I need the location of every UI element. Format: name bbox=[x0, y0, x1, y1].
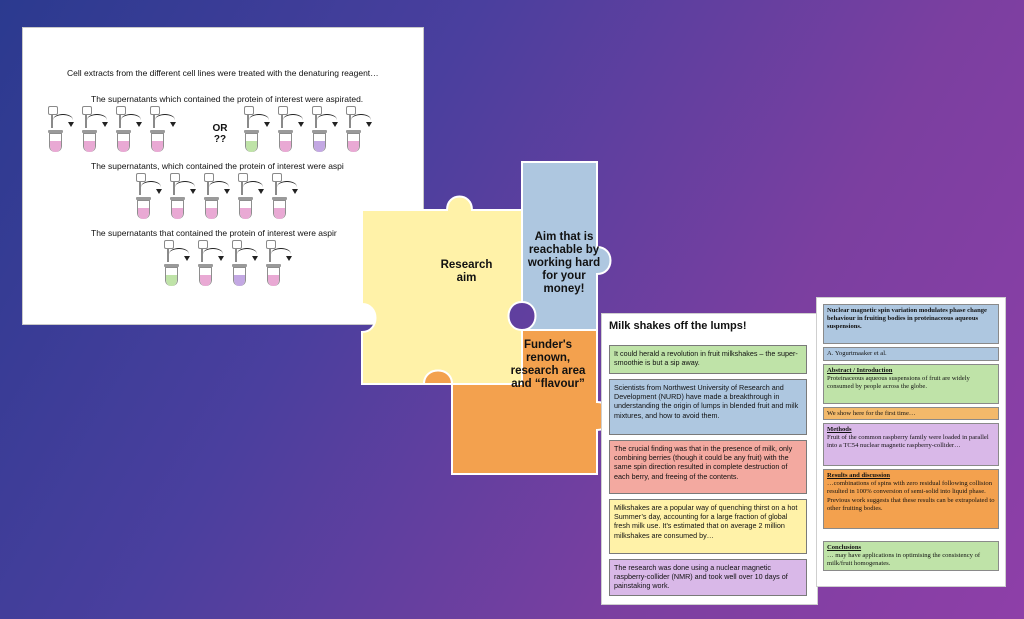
paper-section-heading: Methods bbox=[827, 426, 852, 433]
extract-line-3: The supernatants, which contained the protein of interest were aspi bbox=[91, 161, 344, 171]
tube bbox=[49, 130, 62, 152]
paper-section-text: … may have applications in optimising the consistency of milk/fruit homogenates. bbox=[827, 552, 981, 568]
paper-section-text: We show here for the first time… bbox=[827, 410, 916, 417]
tube bbox=[151, 130, 164, 152]
tube bbox=[273, 197, 286, 219]
tube bbox=[199, 264, 212, 286]
news-paragraph: Milkshakes are a popular way of quenching thirst on a hot Summer’s day, accounting for a large fraction of global fresh milk use. It’s estimated that on average 2 million milkshakes are consumed by… bbox=[609, 499, 807, 554]
paper-section-heading: Abstract / Introduction bbox=[827, 367, 893, 374]
paper-section-text: Proteinaceous aqueous suspensions of fruit are widely consumed by people across the globe. bbox=[827, 375, 970, 391]
extract-line-1: Cell extracts from the different cell lines were treated with the denaturing reagent… bbox=[67, 68, 379, 78]
puzzle-label-funder-renown: Funder's renown, research area and “flavour” bbox=[510, 339, 586, 390]
news-paragraph: Scientists from Northwest University of Research and Development (NURD) have made a breakthrough in understanding the origin of lumps in blended fruit and milk mixtures, and how to avoid them. bbox=[609, 379, 807, 435]
paper-title: Nuclear magnetic spin variation modulates phase change behaviour in fruiting bodies in proteinaceous aqueous suspensions. bbox=[823, 304, 999, 344]
tube bbox=[245, 130, 258, 152]
tube bbox=[267, 264, 280, 286]
tube bbox=[171, 197, 184, 219]
paper-section-results bbox=[823, 469, 999, 529]
paper-section-methods bbox=[823, 423, 999, 466]
tube bbox=[313, 130, 326, 152]
tube bbox=[347, 130, 360, 152]
paper-section-abstract bbox=[823, 364, 999, 404]
or-question-label: OR ?? bbox=[212, 123, 228, 145]
tube bbox=[279, 130, 292, 152]
paper-authors: A. Yogurtmaaker et al. bbox=[823, 347, 999, 361]
tube bbox=[83, 130, 96, 152]
paper-section-text: …combinations of spins with zero residual following collision resulted in 100% conversion of semi-solid into liquid phase. Previous work suggests that these results can be extrapolated to other fruiting bodies. bbox=[827, 480, 995, 512]
newspaper-panel bbox=[601, 313, 818, 605]
paper-panel bbox=[816, 297, 1006, 587]
tube bbox=[117, 130, 130, 152]
tube bbox=[137, 197, 150, 219]
news-paragraph: The research was done using a nuclear magnetic raspberry-collider (NMR) and took well over 10 days of painstaking work. bbox=[609, 559, 807, 596]
paper-section-heading: Conclusions bbox=[827, 544, 862, 551]
news-paragraph: The crucial finding was that in the presence of milk, only combining berries (though it could be any fruit) with the same spin direction resulted in complete destruction of each berry, and freeing of the contents. bbox=[609, 440, 807, 494]
tube bbox=[233, 264, 246, 286]
paper-section-novelty bbox=[823, 407, 999, 420]
puzzle-label-aim-reachable: Aim that is reachable by working hard for your money! bbox=[527, 231, 601, 295]
paper-section-text: Fruit of the common raspberry family were loaded in parallel into a TC54 nuclear magnetic raspberry-collider… bbox=[827, 434, 989, 450]
extract-line-2: The supernatants which contained the protein of interest were aspirated. bbox=[91, 94, 364, 104]
puzzle-label-research-aim: Research aim bbox=[440, 259, 493, 284]
tube bbox=[239, 197, 252, 219]
extract-line-4: The supernatants that contained the protein of interest were aspir bbox=[91, 228, 337, 238]
newspaper-headline: Milk shakes off the lumps! bbox=[609, 320, 747, 332]
paper-section-heading: Results and discussion bbox=[827, 472, 891, 479]
tube bbox=[165, 264, 178, 286]
tube bbox=[205, 197, 218, 219]
paper-section-conclusions bbox=[823, 541, 999, 571]
news-paragraph: It could herald a revolution in fruit milkshakes – the super-smoothie is but a sip away. bbox=[609, 345, 807, 374]
